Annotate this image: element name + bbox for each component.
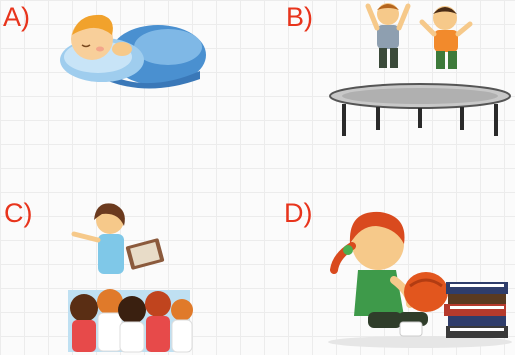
option-b-label: B) (286, 2, 313, 32)
girl-with-books-icon (324, 200, 514, 350)
option-a[interactable] (0, 0, 250, 170)
option-d-label: D) (284, 198, 313, 228)
option-c[interactable] (0, 180, 250, 355)
option-c-label: C) (4, 198, 33, 228)
sleeping-child-icon (50, 5, 205, 90)
option-a-label: A) (3, 2, 30, 32)
children-trampoline-icon (330, 0, 515, 140)
teacher-reading-to-children-icon (58, 198, 198, 355)
option-d[interactable] (258, 180, 515, 355)
option-b[interactable] (258, 0, 515, 170)
